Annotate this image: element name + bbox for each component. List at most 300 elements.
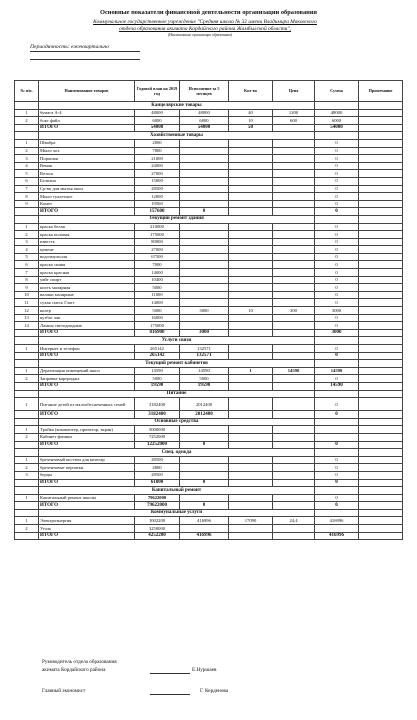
total-row (15, 382, 403, 390)
table-row (15, 456, 403, 464)
table-cell (229, 322, 273, 330)
table-cell (15, 329, 39, 337)
section-row (15, 132, 403, 140)
table-row (15, 517, 403, 525)
table-cell: 4252200 (135, 532, 180, 540)
table-cell: 2 (15, 525, 39, 533)
table-cell: 6 (15, 177, 39, 185)
table-cell (359, 509, 403, 517)
table-cell (229, 155, 273, 163)
section-row (15, 360, 403, 368)
table-cell (229, 269, 273, 277)
table-cell: 27000 (135, 246, 180, 254)
table-cell (15, 411, 39, 419)
table-cell: сухая смесь Глатт (39, 299, 135, 307)
table-cell: 5000 (135, 307, 180, 315)
table-cell (180, 433, 229, 441)
table-cell: 2 (15, 433, 39, 441)
table-cell (359, 382, 403, 390)
table-cell (180, 139, 229, 147)
table-cell: 0 (315, 502, 359, 510)
table-cell (273, 382, 315, 390)
table-cell: Порошок (39, 155, 135, 163)
table-row (15, 269, 403, 277)
section-title: Основные средства (39, 418, 315, 426)
table-row (15, 398, 403, 411)
table-cell: 0 (315, 261, 359, 269)
table-row (15, 494, 403, 502)
table-cell: брезентовые перчатки (39, 464, 135, 472)
table-cell: краска красная (39, 269, 135, 277)
table-cell (359, 487, 403, 495)
table-cell: известь (39, 238, 135, 246)
table-cell: 10400 (135, 276, 180, 284)
table-cell (359, 208, 403, 216)
table-cell: 0 (315, 441, 359, 449)
table-cell: 0 (315, 345, 359, 353)
section-row (15, 449, 403, 457)
table-cell: 2 (15, 147, 39, 155)
table-cell (273, 479, 315, 487)
table-cell: брезентовый костюм для кочегар (39, 456, 135, 464)
section-row (15, 487, 403, 495)
table-cell (229, 238, 273, 246)
table-cell (229, 208, 273, 216)
table-cell: 0 (180, 479, 229, 487)
table-cell (359, 329, 403, 337)
section-title: Текущий ремонт кабинетов (39, 360, 315, 368)
table-cell: 4 (15, 162, 39, 170)
table-cell: 6 (15, 261, 39, 269)
table-cell (180, 253, 229, 261)
table-cell: 1 (15, 494, 39, 502)
table-cell: ИТОГО (39, 479, 135, 487)
table-cell: 14000 (135, 299, 180, 307)
table-row (15, 147, 403, 155)
table-cell: Уголь (39, 525, 135, 533)
table-cell (229, 398, 273, 411)
table-cell: ИТОГО (39, 382, 135, 390)
table-cell: водоэмульсия (39, 253, 135, 261)
table-cell (359, 456, 403, 464)
table-cell: берцы (39, 471, 135, 479)
table-row (15, 314, 403, 322)
table-cell: Интернет и телефон (39, 345, 135, 353)
table-cell: 7000 (135, 261, 180, 269)
total-row (15, 124, 403, 132)
table-cell (229, 441, 273, 449)
table-cell: 61800 (135, 479, 180, 487)
table-cell (273, 494, 315, 502)
table-cell: Мыло хоз. (39, 147, 135, 155)
table-cell: 2 (15, 464, 39, 472)
table-cell (180, 269, 229, 277)
table-cell: 12000 (135, 193, 180, 201)
table-cell (229, 525, 273, 533)
table-cell (180, 276, 229, 284)
table-row (15, 276, 403, 284)
table-cell: 2012400 (180, 411, 229, 419)
table-cell: Ср-во для мытья окон (39, 185, 135, 193)
periodicity-label: Периодичность: ежеквартально (30, 44, 109, 50)
table-cell (229, 314, 273, 322)
signature-title-line2: акимата Кордайского района (42, 667, 106, 673)
table-cell: Веник (39, 162, 135, 170)
table-row (15, 177, 403, 185)
table-cell: 1 (229, 367, 273, 375)
table-cell: 16000 (135, 314, 180, 322)
table-cell: 54000 (135, 124, 180, 132)
organization-name-line1: Коммунальное государственное учреждение "Средняя школа № 32 имени Владимира Маковского (93, 19, 317, 25)
table-cell (229, 352, 273, 360)
section-title: Услуги связи (39, 337, 315, 345)
total-row (15, 502, 403, 510)
table-cell (273, 177, 315, 185)
table-row (15, 253, 403, 261)
table-cell (180, 464, 229, 472)
table-cell (229, 284, 273, 292)
table-cell: 132571 (180, 345, 229, 353)
organization-caption: (Наименование организации образования) (167, 33, 233, 37)
section-row (15, 390, 403, 398)
table-cell (229, 162, 273, 170)
table-cell: 24,4 (273, 517, 315, 525)
table-cell: 28500 (135, 456, 180, 464)
table-cell (359, 276, 403, 284)
table-cell (180, 261, 229, 269)
section-row (15, 337, 403, 345)
table-cell (229, 291, 273, 299)
table-cell: 8 (15, 276, 39, 284)
table-cell (180, 314, 229, 322)
table-cell (229, 223, 273, 231)
table-cell (180, 177, 229, 185)
table-cell: 1 (15, 398, 39, 411)
table-row (15, 117, 403, 125)
table-cell (273, 139, 315, 147)
table-cell: 0 (315, 223, 359, 231)
table-cell: 0 (315, 269, 359, 277)
table-cell: 14590 (273, 367, 315, 375)
table-cell: 0 (315, 177, 359, 185)
table-cell: 5000 (180, 375, 229, 383)
table-row (15, 375, 403, 383)
blank-underline (30, 59, 140, 60)
table-cell: 40 (229, 109, 273, 117)
table-cell (273, 291, 315, 299)
table-cell: 1 (15, 139, 39, 147)
table-cell (359, 426, 403, 434)
table-cell: бумага А-4 (39, 109, 135, 117)
table-cell: ИТОГО (39, 329, 135, 337)
signature-line (150, 694, 190, 695)
table-cell: 3000 (180, 307, 229, 315)
table-cell: 0 (315, 276, 359, 284)
table-cell: 19590 (180, 382, 229, 390)
table-row (15, 322, 403, 330)
table-cell (359, 193, 403, 201)
table-cell (229, 433, 273, 441)
table-cell (229, 177, 273, 185)
table-cell: 80000 (135, 238, 180, 246)
table-cell: 0 (315, 185, 359, 193)
table-cell (315, 102, 359, 110)
table-cell: 0 (315, 155, 359, 163)
table-cell: 5000 (135, 284, 180, 292)
table-cell: 8 (15, 193, 39, 201)
table-cell: 6000 (315, 117, 359, 125)
table-cell (229, 464, 273, 472)
total-row (15, 411, 403, 419)
table-cell: 12 (15, 307, 39, 315)
table-cell (229, 456, 273, 464)
table-cell: 265142 (135, 345, 180, 353)
table-cell (180, 291, 229, 299)
column-header: № п/п. (15, 81, 39, 102)
table-cell (359, 132, 403, 140)
section-title: Коммунальные услуги (39, 509, 315, 517)
table-cell: ИТОГО (39, 532, 135, 540)
column-header: Годовой план на 2019 год (135, 81, 180, 102)
table-cell: 14 (15, 322, 39, 330)
table-cell (273, 456, 315, 464)
table-cell: бокс файл (39, 117, 135, 125)
table-cell: 132571 (180, 352, 229, 360)
document-title: Основные показатели финансовой деятельности организации образования (100, 9, 317, 16)
table-cell (15, 418, 39, 426)
table-cell (180, 525, 229, 533)
table-cell (15, 360, 39, 368)
table-cell (180, 246, 229, 254)
table-cell: 175000 (135, 322, 180, 330)
column-header: Кол-во (229, 81, 273, 102)
table-cell (180, 147, 229, 155)
table-cell (15, 382, 39, 390)
table-cell (315, 418, 359, 426)
table-cell (229, 299, 273, 307)
table-cell (315, 433, 359, 441)
table-cell (359, 314, 403, 322)
table-cell: 2 (15, 375, 39, 383)
table-cell (359, 464, 403, 472)
table-cell: 0 (315, 375, 359, 383)
table-row (15, 231, 403, 239)
table-cell (273, 147, 315, 155)
table-cell: 4800 (135, 464, 180, 472)
table-cell: 175000 (135, 231, 180, 239)
table-cell: Комет (39, 200, 135, 208)
table-cell: 300 (273, 307, 315, 315)
table-cell (180, 322, 229, 330)
table-cell: 2 (15, 231, 39, 239)
table-cell: Дератизация помещений школ (39, 367, 135, 375)
table-cell (359, 322, 403, 330)
table-row (15, 525, 403, 533)
table-cell (359, 117, 403, 125)
table-cell: валики малярные (39, 291, 135, 299)
table-cell (359, 269, 403, 277)
table-cell (273, 532, 315, 540)
table-cell (180, 223, 229, 231)
table-cell: 2012400 (180, 398, 229, 411)
table-cell: Питание детей из малообеспеченных семей (39, 398, 135, 411)
table-cell (273, 464, 315, 472)
signature-name1: Е.Нуршаев (192, 667, 217, 673)
table-cell: 3 (15, 238, 39, 246)
table-cell: 0 (315, 471, 359, 479)
table-cell (359, 177, 403, 185)
signature-line (150, 673, 190, 674)
table-row (15, 223, 403, 231)
table-cell: Тройка (компьютер, проектор, экран) (39, 426, 135, 434)
table-cell: 79622000 (135, 494, 180, 502)
table-cell (359, 291, 403, 299)
table-row (15, 345, 403, 353)
table-cell (180, 284, 229, 292)
table-cell (229, 426, 273, 434)
total-row (15, 479, 403, 487)
table-cell: 48000 (315, 109, 359, 117)
table-cell (180, 162, 229, 170)
table-cell (273, 253, 315, 261)
table-cell: 0 (315, 464, 359, 472)
table-cell: 0 (180, 208, 229, 216)
table-cell: 9 (15, 200, 39, 208)
table-cell: 1002200 (135, 517, 180, 525)
table-cell (180, 456, 229, 464)
table-row (15, 246, 403, 254)
table-row (15, 307, 403, 315)
table-cell (359, 345, 403, 353)
table-cell: 3 (15, 155, 39, 163)
table-cell (273, 329, 315, 337)
table-cell: 14000 (135, 269, 180, 277)
table-cell (359, 433, 403, 441)
signature-title-economist: Главный экономист (42, 688, 86, 694)
table-cell: 14590 (315, 382, 359, 390)
table-cell: 0 (315, 139, 359, 147)
table-cell: кисть малярная (39, 284, 135, 292)
table-row (15, 291, 403, 299)
table-cell (229, 231, 273, 239)
table-cell (273, 208, 315, 216)
table-cell (359, 441, 403, 449)
table-cell (315, 337, 359, 345)
table-cell (315, 390, 359, 398)
table-cell (229, 375, 273, 383)
table-cell: ИТОГО (39, 352, 135, 360)
table-cell (15, 102, 39, 110)
table-cell: 3250000 (135, 525, 180, 533)
table-cell (359, 479, 403, 487)
table-cell: Заправка картриджа (39, 375, 135, 383)
table-cell: 0 (180, 441, 229, 449)
table-cell: 17090 (229, 517, 273, 525)
table-cell: 0 (315, 208, 359, 216)
table-cell: 3182400 (135, 411, 180, 419)
table-cell (15, 390, 39, 398)
table-cell (273, 261, 315, 269)
financial-table (14, 80, 403, 540)
table-cell: 3182400 (135, 398, 180, 411)
table-cell: 0 (180, 502, 229, 510)
table-cell: 11000 (135, 291, 180, 299)
table-cell (359, 223, 403, 231)
table-cell: 0 (315, 322, 359, 330)
table-cell (229, 502, 273, 510)
table-cell: Белизна (39, 177, 135, 185)
table-cell: 5000 (135, 375, 180, 383)
table-cell: 14590 (135, 367, 180, 375)
table-row (15, 238, 403, 246)
table-cell: 2800 (135, 139, 180, 147)
table-cell: 7 (15, 269, 39, 277)
table-cell: 14590 (180, 367, 229, 375)
table-cell (273, 200, 315, 208)
table-cell (273, 411, 315, 419)
table-cell (359, 109, 403, 117)
table-cell: ИТОГО (39, 411, 135, 419)
table-cell: кузбас лак (39, 314, 135, 322)
table-cell (359, 200, 403, 208)
table-cell (273, 314, 315, 322)
section-title: Спец. одежда (39, 449, 315, 457)
table-cell (359, 299, 403, 307)
table-cell: 416996 (315, 532, 359, 540)
table-cell: ИТОГО (39, 208, 135, 216)
table-cell: 54000 (315, 124, 359, 132)
column-header: Наименование товаров (39, 81, 135, 102)
total-row (15, 329, 403, 337)
column-header: Примечание (359, 81, 403, 102)
table-cell (359, 367, 403, 375)
table-cell (359, 360, 403, 368)
total-row (15, 441, 403, 449)
table-cell: 0 (315, 162, 359, 170)
table-cell (229, 479, 273, 487)
table-cell: 48000 (135, 109, 180, 117)
table-cell: 24000 (135, 162, 180, 170)
table-cell (15, 215, 39, 223)
table-cell: 0 (315, 284, 359, 292)
table-row (15, 162, 403, 170)
table-cell (273, 193, 315, 201)
table-cell: 21000 (135, 155, 180, 163)
table-cell: 67500 (135, 253, 180, 261)
table-cell (359, 375, 403, 383)
table-cell: 4 (15, 246, 39, 254)
table-cell (359, 418, 403, 426)
table-cell: 7 (15, 185, 39, 193)
table-cell (273, 345, 315, 353)
table-cell: 416996 (315, 517, 359, 525)
table-row (15, 261, 403, 269)
table-cell: Ветош (39, 170, 135, 178)
table-row (15, 109, 403, 117)
table-cell (273, 269, 315, 277)
table-cell: 19590 (135, 382, 180, 390)
table-row (15, 299, 403, 307)
table-cell (359, 352, 403, 360)
table-cell: 10 (229, 307, 273, 315)
table-cell (180, 231, 229, 239)
table-cell (229, 246, 273, 254)
table-cell (229, 329, 273, 337)
table-cell (229, 276, 273, 284)
table-cell: 416996 (180, 532, 229, 540)
table-cell: 7252000 (135, 433, 180, 441)
table-cell (273, 375, 315, 383)
